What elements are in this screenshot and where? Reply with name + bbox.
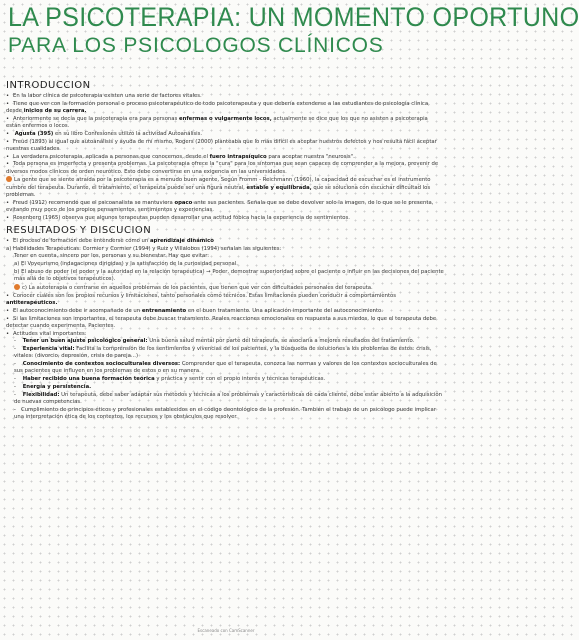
bullet-marker: •: [6, 138, 10, 145]
results-paragraph: [6, 269, 444, 283]
highlighted-text: Haber recibido una buena formación teórica: [22, 376, 155, 383]
results-paragraph: [6, 261, 444, 268]
intro-paragraph: [6, 154, 444, 161]
highlight-dot-icon: [6, 176, 12, 182]
paragraph-text: que se soluciona con escuchar dificultad los problemas.: [6, 184, 431, 198]
bullet-marker: •: [6, 214, 10, 221]
highlighted-text: Tener un buen ajuste psicológico general:: [22, 338, 148, 345]
paragraph-text: Tiene que ver con la formación personal o proceso psicoterapéutico de todo psicoterapeuta y que debería extenderse a las estudiantes de psicología clínica, desde: [6, 100, 430, 114]
intro-paragraph: [6, 131, 444, 138]
results-paragraph: [6, 346, 444, 360]
paragraph-text: Anteriormente se decía que la psicoterapia era para personas: [13, 115, 178, 122]
results-paragraph: [6, 331, 444, 338]
bullet-marker: -: [14, 406, 16, 413]
paragraph-text: para aceptar nuestra "neurosis".: [268, 153, 355, 160]
paragraph-text: y práctica y sentir con el propio interés y técnicas terapéuticas.: [156, 376, 326, 383]
paragraph-text: Comprender que el terapeuta, conozca las normas y valores de los contextos socioculturales de sus pacientes que influyen en los problemas de estos o en su manera.: [14, 361, 437, 375]
results-paragraph: [6, 284, 444, 292]
bullet-marker: •: [6, 292, 10, 299]
paragraph-text: actualmente se dice que los que no asisten a psicoterapia están enfermos o locos.: [6, 115, 428, 129]
results-paragraph: [6, 253, 444, 260]
results-paragraph: [6, 384, 444, 391]
bullet-marker: -: [14, 346, 16, 353]
highlighted-text: entrenamiento: [141, 307, 187, 314]
bullet-marker: •: [6, 161, 10, 168]
bullet-marker: •: [6, 330, 10, 337]
highlighted-text: fuero intrapsíquico: [209, 153, 267, 160]
paragraph-text: Conocer cuáles son los propios recursos y limitaciones, tanto personales como técnicos. Estas limitaciones pueden conducir a comportamientos: [13, 292, 397, 299]
results-paragraph: [6, 238, 444, 245]
bullet-marker: •: [6, 237, 10, 244]
paragraph-text: c) La autoterapia o centrarse en aquellos problemas de los pacientes, que tienen que ver con dificultades personales del terapeuta.: [22, 284, 373, 291]
paragraph-text: Un terapeuta, debe saber adaptar sus métodos y técnicas a los problemas y características de cada cliente, debe estar abierto a la adquisición de nuevas competencias.: [14, 391, 442, 405]
intro-paragraph: [6, 215, 444, 222]
bullet-marker: -: [14, 391, 16, 398]
paragraph-text: en el buen tratamiento. Una aplicación importante del autoconocimiento.: [187, 307, 383, 314]
intro-paragraph: [6, 101, 444, 115]
intro-paragraph: [6, 139, 444, 153]
results-paragraph: [6, 308, 444, 315]
bullet-marker: -: [14, 383, 16, 390]
notes-body: [6, 80, 444, 610]
bullet-marker: •: [6, 130, 10, 137]
paragraph-text: Una buena salud mental por parte del terapeuta, se asociaría a mejores resultados del tratamiento.: [149, 338, 415, 345]
highlighted-text: Experiencia vital:: [22, 346, 75, 353]
paragraph-text: en su libro Confesiones utilizó la actividad Autoanálisis.: [55, 130, 203, 137]
highlighted-text: Conocimiento de contextos socioculturales diversos:: [22, 361, 181, 368]
intro-paragraph: [6, 200, 444, 214]
paragraph-text: ante sus pacientes. Señala que se debe devolver solo la imagen, de lo que se le presenta, evitando muy poco de los propios pensamientos, sentimientos y experiencias.: [6, 199, 434, 213]
results-paragraph: [6, 376, 444, 383]
highlighted-text: estable y equilibrada,: [246, 184, 312, 191]
highlight-dot-icon: [14, 284, 20, 290]
bullet-marker: •: [6, 153, 10, 160]
intro-paragraphs: [6, 93, 444, 222]
highlighted-text: Agusta (395): [14, 130, 54, 137]
bullet-marker: •: [6, 93, 10, 99]
paragraph-text: Facilita la comprensión de los sentimientos y vivencias de los pacientes, y la búsqueda de soluciones a los problemas de estos: crisis, vitales: (divorcio, depresión, crisis de pareja...): [14, 346, 432, 360]
intro-paragraph: [6, 93, 444, 100]
paragraph-text: El autoconocimiento debe ir acompañado de un: [13, 307, 141, 314]
paragraph-text: a) El Voyeurismo (indagaciones dirigidas) y la satisfacción de la curiosidad personal.: [14, 261, 238, 268]
page-subtitle: PARA LOS PSICOLOGOS CLÍNICOS: [8, 34, 384, 57]
section-heading-results: RESULTADOS Y DISCUCION: [6, 224, 152, 236]
results-paragraph: [6, 392, 444, 406]
paragraph-text: Rosenberg (1965) observa que algunos terapeutas pueden desarrollar una actitud fóbica hacia la experiencia de sentimientos.: [13, 214, 350, 221]
intro-paragraph: [6, 161, 444, 175]
paragraph-text: b) El abuso de poder (el poder y la autoridad en la relación terapéutica) → Poder, demostrar superioridad sobre el paciente o influir en las decisiones del paciente más allá de lo objetivos terapéuticos).: [14, 268, 444, 283]
scanner-watermark: Escaneado con CamScanner: [197, 628, 255, 633]
paragraph-text: Si las limitaciones son importantes, el terapeuta debe buscar tratamiento. Reales reacciones emocionales en respuesta a sus miedos, lo que el terapeuta debe detectar cuando experimenta. Pacientes.: [6, 315, 437, 329]
results-paragraphs: [6, 238, 444, 421]
bullet-marker: -: [14, 361, 16, 368]
results-paragraph: [6, 293, 444, 307]
highlighted-text: enfermas o vulgarmente locos,: [179, 115, 272, 122]
intro-paragraph: [6, 116, 444, 130]
intro-paragraph: [6, 176, 444, 199]
paragraph-text: La gente que se siente atraída por la psicoterapia es a menudo buen agente, Según Fromm - Reichmann (1960), la capacidad de escuchar es el instrumento cumbre del terapeuta. Durante, el tratamiento, el terapeuta puede ser una figura neutral,: [6, 177, 431, 191]
bullet-marker: -: [14, 376, 16, 383]
results-paragraph: [6, 246, 444, 253]
highlighted-text: aprendizaje dinámico: [149, 237, 214, 244]
paragraph-text: Tener en cuenta, sincero por los, personas y su bienestar. Hay que evitar:: [14, 253, 210, 260]
highlighted-text: antiterapéuticos.: [6, 299, 58, 306]
paragraph-text: Toda persona es imperfecta y presenta problemas. La psicoterapia ofrece la "cura" para los síntomas que sean capaces de comprender a la mejora, prevenir de diversos modos clínicos de orden neurótico. Esto debe convertirse en una exigencia en las universidades.: [6, 161, 439, 175]
highlighted-text: inicios de su carrera.: [23, 108, 87, 114]
bullet-marker: •: [6, 115, 10, 122]
paragraph-text: En la labor clínica de psicoterapia existen una serie de factores vitales.: [13, 93, 202, 99]
bullet-marker: •: [6, 199, 10, 206]
bullet-marker: •: [6, 100, 10, 107]
highlighted-text: Flexibilidad:: [22, 391, 60, 398]
paragraph-text: Actitudes vital importantes:: [13, 330, 87, 337]
results-paragraph: [6, 407, 444, 421]
highlighted-text: Energía y persistencia.: [22, 383, 92, 390]
paragraph-text: Cumplimiento de principios éticos y profesionales establecidos en el código deontológico de la profesión. También el trabajo de un psicólogo puede implicar una interpretación ética de los contextos, los recursos y los obstáculos que resolver.: [14, 406, 436, 420]
paragraph-text: a) Habilidades Terapéuticas: Cormier y Cormier (1994) y Ruiz y Villalobos (1994) señalan las siguientes:: [6, 245, 282, 252]
bullet-marker: •: [6, 307, 10, 314]
results-paragraph: [6, 338, 444, 345]
paragraph-text: Freud (1893) al igual que autoanálisis y ayuda de mí mismo, Rogers (2000) planteaba que lo más difícil es aceptar nuestros defectos y nos resulta fácil aceptar nuestras cualidades.: [6, 138, 437, 152]
page-title: LA PSICOTERAPIA: UN MOMENTO OPORTUNO: [8, 2, 579, 32]
paragraph-text: Freud (1912) recomendó que el psicoanalista se mantuviera: [13, 199, 173, 206]
results-paragraph: [6, 316, 444, 330]
paragraph-text: La verdadera psicoterapia, aplicada a personas que conocemos, desde el: [13, 153, 208, 160]
bullet-marker: -: [14, 338, 16, 345]
section-heading-intro: INTRODUCCION: [6, 80, 91, 91]
results-paragraph: [6, 361, 444, 375]
paragraph-text: El proceso de formación debe entenderse como un: [13, 237, 149, 244]
highlighted-text: opaco: [174, 199, 193, 206]
bullet-marker: •: [6, 315, 10, 322]
